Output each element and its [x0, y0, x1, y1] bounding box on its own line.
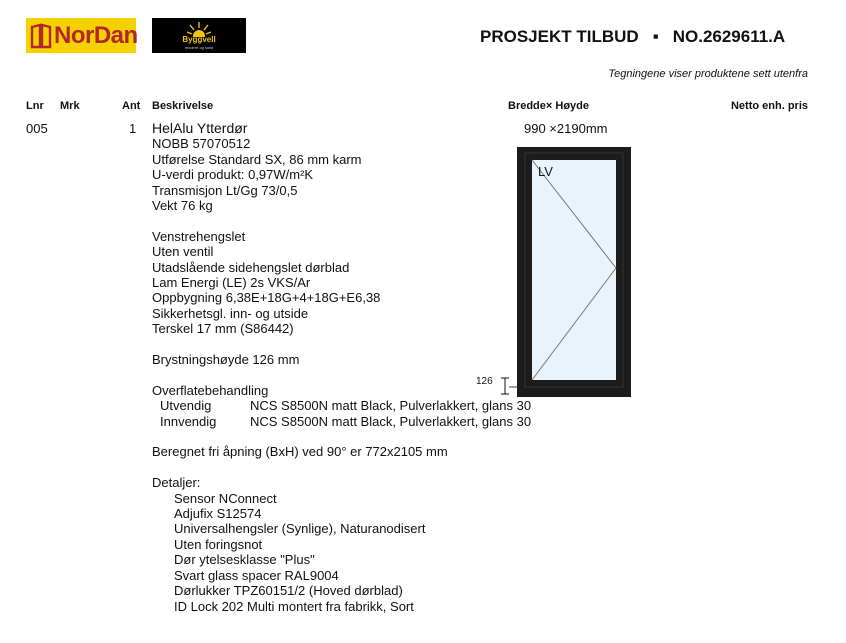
line-number: 005 — [26, 121, 48, 136]
surface-value: NCS S8500N matt Black, Pulverlakkert, glans 30 — [250, 398, 532, 414]
spec-line: NOBB 57070512 — [152, 136, 251, 152]
detail-item: Uten foringsnot — [174, 536, 263, 552]
detail-item: Adjufix S12574 — [174, 506, 262, 522]
document-number: NO.2629611.A — [672, 27, 786, 46]
document-type: PROSJEKT TILBUD — [480, 27, 639, 46]
drawing-note: Tegningene viser produktene sett utenfra — [608, 68, 808, 80]
column-header-beskrivelse: Beskrivelse — [152, 100, 214, 112]
spec-line: Transmisjon Lt/Gg 73/0,5 — [152, 182, 298, 198]
free-opening: Beregnet fri åpning (BxH) ved 90° er 772x2105 mm — [152, 444, 448, 460]
spec-line: Vekt 76 kg — [152, 198, 213, 214]
column-header-net-price: Netto enh. pris — [730, 100, 808, 112]
hinge-label: LV — [538, 164, 553, 179]
byggvell-tagline: modern og solid — [184, 45, 214, 50]
details-heading: Detaljer: — [152, 475, 201, 491]
product-title: HelAlu Ytterdør — [152, 120, 248, 136]
detail-item: Dør ytelsesklasse "Plus" — [174, 552, 315, 568]
nordan-logo — [26, 18, 136, 53]
config-line: Venstrehengslet — [152, 228, 246, 244]
spec-line: Utførelse Standard SX, 86 mm karm — [152, 151, 362, 167]
nordan-logo-text: NorDan — [54, 21, 138, 49]
nordan-window-icon — [30, 22, 52, 49]
detail-item: Sensor NConnect — [174, 490, 277, 506]
config-line: Lam Energi (LE) 2s VKS/Ar — [152, 275, 311, 291]
parapet-dimension: 126 — [476, 376, 493, 387]
title-separator: ▪ — [652, 27, 659, 46]
column-header-mrk: Mrk — [60, 100, 80, 112]
spec-line: U-verdi produkt: 0,97W/m²K — [152, 167, 314, 183]
detail-item: Universalhengsler (Synlige), Naturanodisert — [174, 521, 426, 537]
surface-value: NCS S8500N matt Black, Pulverlakkert, glans 30 — [250, 413, 532, 429]
document-title — [480, 27, 810, 47]
detail-item: Svart glass spacer RAL9004 — [174, 567, 339, 583]
config-line: Oppbygning 6,38E+18G+4+18G+E6,38 — [152, 290, 381, 306]
surface-label: Innvendig — [160, 413, 217, 429]
size-value: 990 ×2190mm — [524, 121, 608, 136]
config-line: Utadslående sidehengslet dørblad — [152, 259, 350, 275]
door-glass — [532, 160, 616, 380]
quantity: 1 — [129, 121, 137, 136]
config-line: Uten ventil — [152, 244, 214, 260]
byggvell-logo — [152, 18, 246, 53]
surface-label: Utvendig — [160, 398, 212, 414]
config-line: Terskel 17 mm (S86442) — [152, 321, 294, 337]
detail-item: ID Lock 202 Multi montert fra fabrikk, Sort — [174, 598, 414, 614]
byggvell-logo-text: Byggvell — [182, 35, 216, 44]
detail-item: Dørlukker TPZ60151/2 (Hoved dørblad) — [174, 583, 403, 599]
parapet-height: Brystningshøyde 126 mm — [152, 352, 300, 368]
column-header-lnr: Lnr — [26, 100, 44, 112]
column-header-size: Bredde× Høyde — [508, 100, 589, 112]
config-line: Sikkerhetsgl. inn- og utside — [152, 305, 309, 321]
door-drawing — [470, 140, 640, 420]
surface-heading: Overflatebehandling — [152, 382, 269, 398]
column-header-ant: Ant — [122, 100, 141, 112]
